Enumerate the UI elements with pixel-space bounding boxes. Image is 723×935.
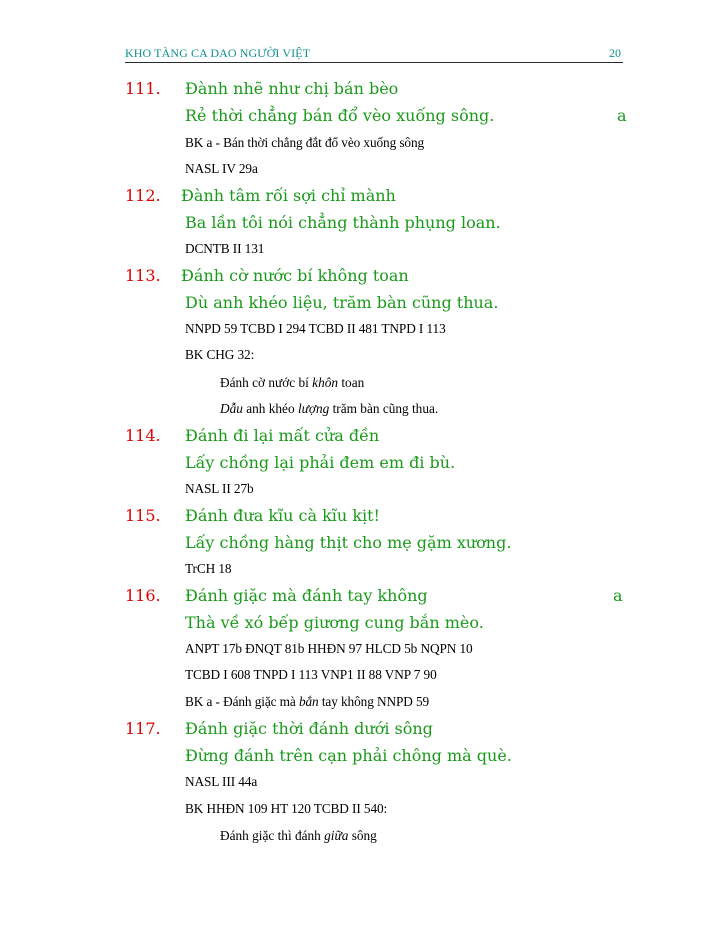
source-note: BK a - Đánh giặc mà bắn tay không NNPD 59 — [185, 694, 430, 709]
entry-number: 117. — [125, 719, 161, 738]
quoted-variant: Đánh cờ nước bí khôn toan — [220, 375, 365, 390]
source-note: TrCH 18 — [185, 561, 232, 576]
source-note: DCNTB II 131 — [185, 241, 265, 256]
verse-line: Thà về xó bếp giương cung bắn mèo. — [185, 613, 484, 632]
entry-number: 111. — [125, 79, 161, 98]
source-note: BK HHĐN 109 HT 120 TCBD II 540: — [185, 801, 388, 816]
verse-line: Đánh giặc mà đánh tay không — [185, 586, 428, 605]
source-note: NASL IV 29a — [185, 161, 258, 176]
verse-line: Đánh đi lại mất cửa đền — [185, 426, 380, 445]
verse-line: Đành nhẽ như chị bán bèo — [185, 79, 399, 98]
entry-number: 114. — [125, 426, 161, 445]
quoted-variant: Dẫu anh khéo lượng trăm bàn cũng thua. — [220, 401, 439, 416]
page-header — [125, 44, 623, 63]
source-note: ANPT 17b ĐNQT 81b HHĐN 97 HLCD 5b NQPN 10 — [185, 641, 473, 656]
entry-number: 113. — [125, 266, 161, 285]
quoted-variant: Đánh giặc thì đánh giữa sông — [220, 828, 377, 843]
variant-marker: a — [617, 106, 627, 125]
verse-line: Lấy chồng lại phải đem em đi bù. — [185, 453, 456, 472]
variant-marker: a — [613, 586, 623, 605]
verse-line: Rẻ thời chẳng bán đổ vèo xuống sông. — [185, 106, 495, 125]
verse-line: Dù anh khéo liệu, trăm bàn cũng thua. — [185, 293, 499, 312]
verse-line: Đành tâm rối sợi chỉ mành — [181, 186, 396, 205]
entry-number: 112. — [125, 186, 161, 205]
source-note: NASL III 44a — [185, 774, 258, 789]
verse-line: Đừng đánh trên cạn phải chông mà què. — [185, 746, 512, 765]
source-note: TCBD I 608 TNPD I 113 VNP1 II 88 VNP 7 90 — [185, 667, 437, 682]
entry-number: 116. — [125, 586, 161, 605]
verse-line: Ba lần tôi nói chẳng thành phụng loan. — [185, 213, 501, 232]
source-note: BK a - Bán thời chẳng đắt đổ vèo xuống sông — [185, 135, 425, 150]
source-note: BK CHG 32: — [185, 347, 255, 362]
verse-line: Đánh giặc thời đánh dưới sông — [185, 719, 433, 738]
entry-number: 115. — [125, 506, 161, 525]
verse-line: Đánh đưa kĩu cà kĩu kịt! — [185, 506, 380, 525]
source-note: NASL II 27b — [185, 481, 254, 496]
book-title: KHO TÀNG CA DAO NGƯỜI VIỆT — [125, 46, 311, 60]
verse-line: Đánh cờ nước bí không toan — [181, 266, 409, 285]
page-number: 20 — [609, 46, 621, 60]
verse-line: Lấy chồng hàng thịt cho mẹ gặm xương. — [185, 533, 512, 552]
source-note: NNPD 59 TCBD I 294 TCBD II 481 TNPD I 113 — [185, 321, 446, 336]
